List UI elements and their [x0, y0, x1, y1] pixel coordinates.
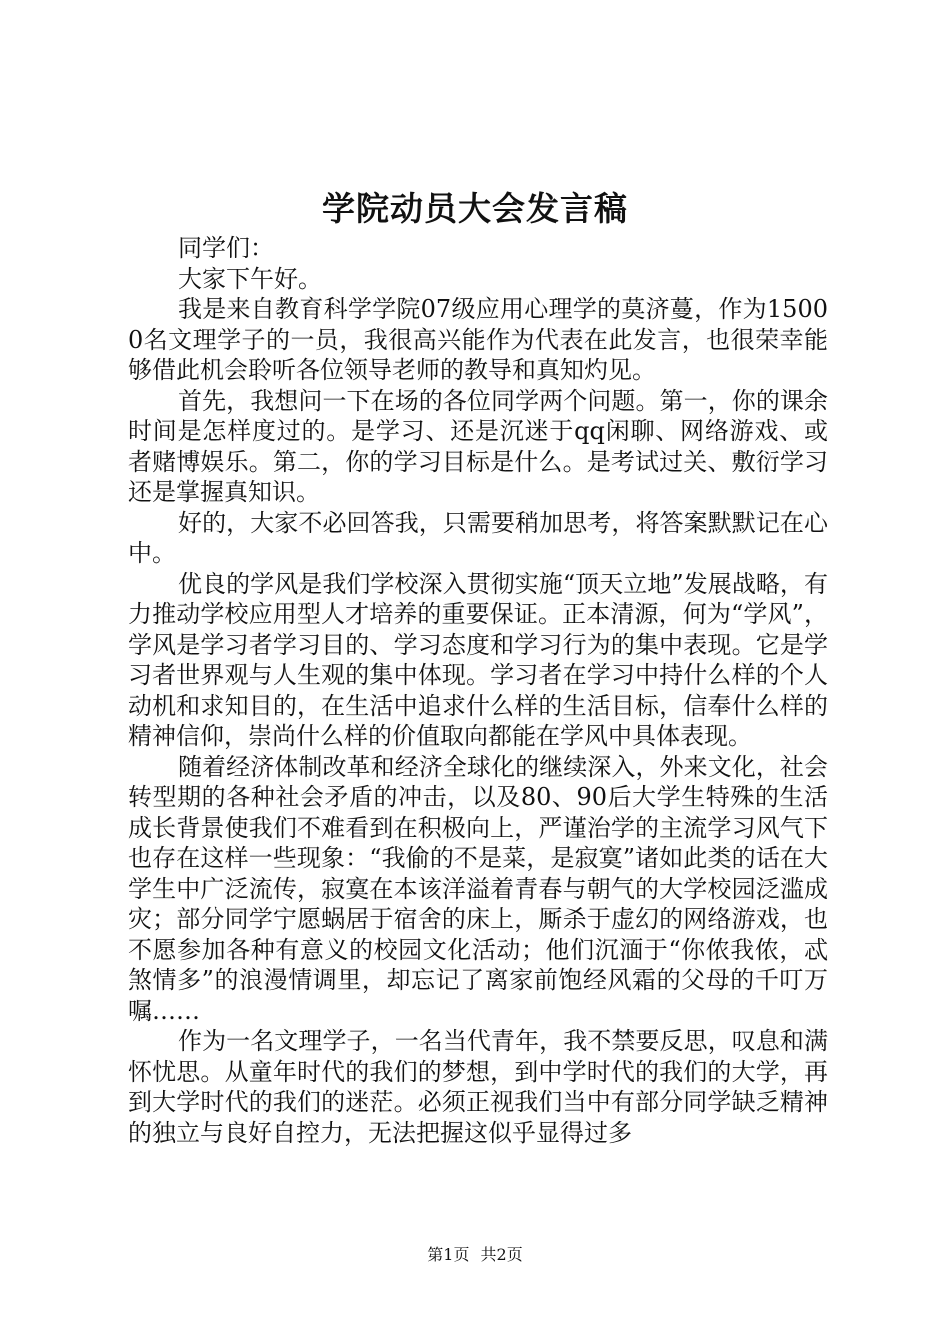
paragraph-greeting: 同学们：	[178, 234, 274, 262]
paragraph-reflection: 好的，大家不必回答我，只需要稍加思考，将答案默默记在心中。	[128, 508, 828, 567]
paragraph-questions: 首先，我想问一下在场的各位同学两个问题。第一，你的课余时间是怎样度过的。是学习、还是沉迷于qq闲聊、网络游戏、或者赌博娱乐。第二，你的学习目标是什么。是考试过关、敷衍学习还是掌握真知识。	[128, 386, 828, 506]
paragraph-salutation: 大家下午好。	[178, 264, 322, 293]
page-total: 共2页	[480, 1245, 523, 1264]
document-title: 学院动员大会发言稿	[322, 189, 628, 228]
paragraph-introduction: 我是来自教育科学学院07级应用心理学的莫济蔓，作为15000名文理学子的一员，我很高兴能作为代表在此发言，也很荣幸能够借此机会聆听各位领导老师的教导和真知灼见。	[128, 295, 828, 384]
page-footer	[0, 1244, 950, 1266]
paragraph-self-reflection: 作为一名文理学子，一名当代青年，我不禁要反思，叹息和满怀忧思。从童年时代的我们的梦想，到中学时代的我们的大学，再到大学时代的我们的迷茫。必须正视我们当中有部分同学缺乏精神的独立与良好自控力，无法把握这似乎显得过多	[128, 1027, 828, 1147]
paragraph-phenomena: 随着经济体制改革和经济全球化的继续深入，外来文化，社会转型期的各种社会矛盾的冲击，以及80、90后大学生特殊的生活成长背景使我们不难看到在积极向上，严谨治学的主流学习风气下也存在这样一些现象：“我偷的不是菜，是寂寞”诸如此类的话在大学生中广泛流传，寂寞在本该洋溢着青春与朝气的大学校园泛滥成灾；部分同学宁愿蜗居于宿舍的床上，厮杀于虚幻的网络游戏，也不愿参加各种有意义的校园文化活动；他们沉湎于“你侬我侬，忒煞情多”的浪漫情调里，却忘记了离家前饱经风霜的父母的千叮万嘱……	[128, 752, 828, 1025]
page-number: 第1页	[427, 1245, 470, 1264]
paragraph-study-style: 优良的学风是我们学校深入贯彻实施“顶天立地”发展战略，有力推动学校应用型人才培养的重要保证。正本清源，何为“学风”，学风是学习者学习目的、学习态度和学习行为的集中表现。它是学习者世界观与人生观的集中体现。学习者在学习中持什么样的个人动机和求知目的，在生活中追求什么样的生活目标，信奉什么样的精神信仰，崇尚什么样的价值取向都能在学风中具体表现。	[128, 569, 828, 750]
document-body	[128, 233, 828, 1148]
